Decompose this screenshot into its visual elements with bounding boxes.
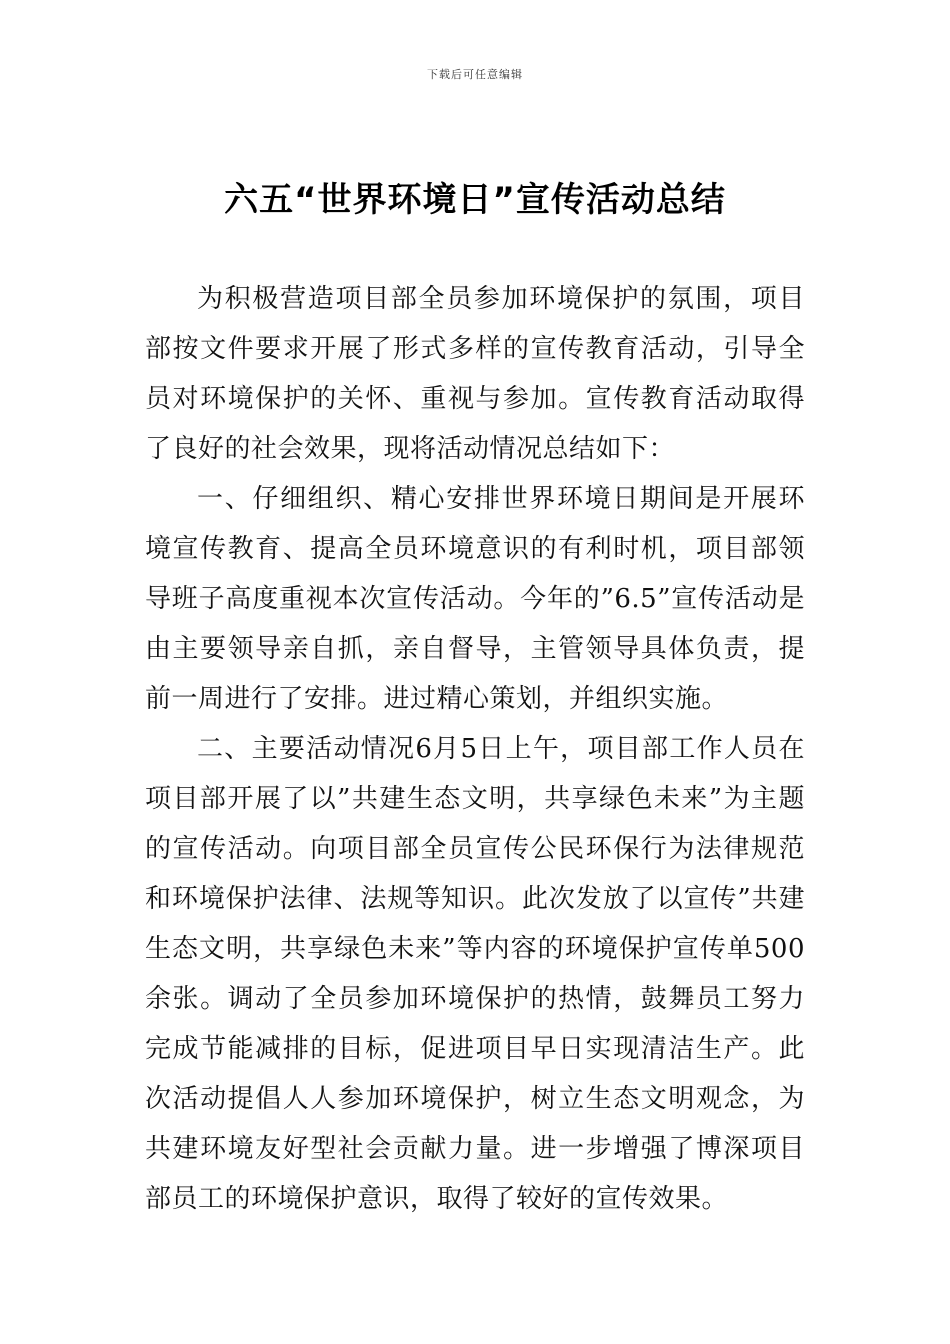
document-body: [145, 274, 805, 1224]
document-title: 六五“世界环境日”宣传活动总结: [224, 180, 726, 220]
page-header-note: 下载后可任意编辑: [427, 68, 523, 81]
paragraph-section-2: 二、主要活动情况6月5日上午，项目部工作人员在项目部开展了以”共建生态文明，共享绿色未来”为主题的宣传活动。向项目部全员宣传公民环保行为法律规范和环境保护法律、法规等知识。此次发放了以宣传”共建生态文明，共享绿色未来”等内容的环境保护宣传单500余张。调动了全员参加环境保护的热情，鼓舞员工努力完成节能减排的目标，促进项目早日实现清洁生产。此次活动提倡人人参加环境保护，树立生态文明观念，为共建环境友好型社会贡献力量。进一步增强了博深项目部员工的环境保护意识，取得了较好的宣传效果。: [145, 734, 805, 1214]
paragraph-intro: 为积极营造项目部全员参加环境保护的氛围，项目部按文件要求开展了形式多样的宣传教育活动，引导全员对环境保护的关怀、重视与参加。宣传教育活动取得了良好的社会效果，现将活动情况总结如下：: [145, 284, 805, 464]
paragraph-section-1: 一、仔细组织、精心安排世界环境日期间是开展环境宣传教育、提高全员环境意识的有利时机，项目部领导班子高度重视本次宣传活动。今年的”6.5”宣传活动是由主要领导亲自抓，亲自督导，主管领导具体负责，提前一周进行了安排。进过精心策划，并组织实施。: [145, 484, 805, 714]
